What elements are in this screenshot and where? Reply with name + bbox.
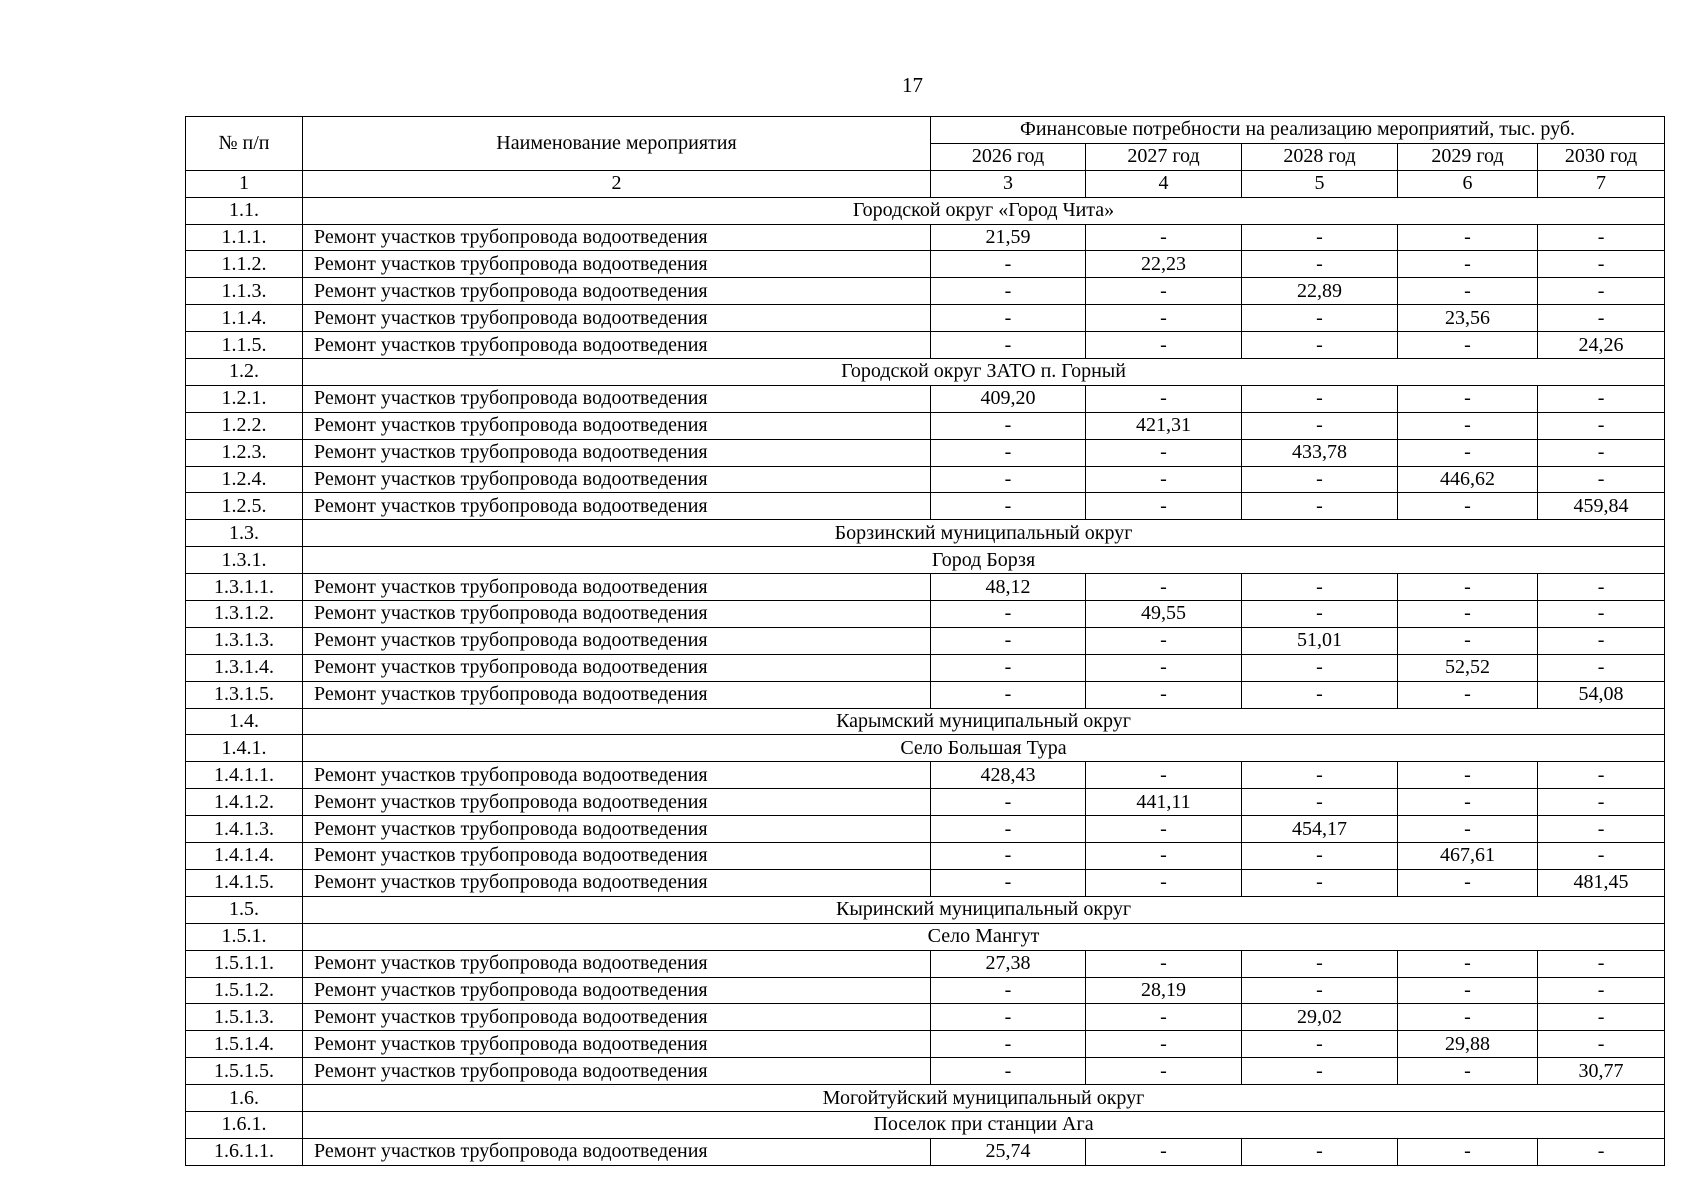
- header-row-top: [186, 117, 1665, 144]
- value-cell: -: [1086, 762, 1242, 789]
- row-number: 1.1.4.: [186, 305, 303, 332]
- measure-name: Ремонт участков трубопровода водоотведения: [303, 843, 931, 870]
- header-finance: Финансовые потребности на реализацию мероприятий, тыс. руб.: [931, 117, 1665, 144]
- section-row: [186, 547, 1665, 574]
- finance-table: [185, 116, 1665, 1166]
- value-cell: -: [931, 789, 1086, 816]
- value-cell: -: [1242, 385, 1398, 412]
- section-title: Поселок при станции Ага: [303, 1111, 1665, 1138]
- section-row: [186, 520, 1665, 547]
- value-cell: -: [1398, 977, 1538, 1004]
- value-cell: -: [1086, 439, 1242, 466]
- value-cell: -: [1242, 681, 1398, 708]
- table-row: [186, 466, 1665, 493]
- value-cell: -: [931, 251, 1086, 278]
- row-number: 1.4.1.5.: [186, 869, 303, 896]
- value-cell: -: [1398, 385, 1538, 412]
- table-row: [186, 816, 1665, 843]
- value-cell: -: [1538, 385, 1665, 412]
- value-cell: -: [1538, 224, 1665, 251]
- table-row: [186, 654, 1665, 681]
- page-number: 17: [902, 73, 923, 97]
- header-index-row: [186, 170, 1665, 197]
- value-cell: 446,62: [1398, 466, 1538, 493]
- header-year-2028: 2028 год: [1242, 143, 1398, 170]
- value-cell: -: [1242, 224, 1398, 251]
- table-row: [186, 681, 1665, 708]
- measure-name: Ремонт участков трубопровода водоотведения: [303, 977, 931, 1004]
- value-cell: 21,59: [931, 224, 1086, 251]
- value-cell: -: [1242, 601, 1398, 628]
- section-title: Село Большая Тура: [303, 735, 1665, 762]
- row-number: 1.4.1.3.: [186, 816, 303, 843]
- value-cell: -: [1086, 278, 1242, 305]
- value-cell: -: [1086, 466, 1242, 493]
- value-cell: -: [1398, 224, 1538, 251]
- value-cell: -: [1398, 950, 1538, 977]
- measure-name: Ремонт участков трубопровода водоотведения: [303, 332, 931, 359]
- section-row: [186, 1111, 1665, 1138]
- value-cell: 467,61: [1398, 843, 1538, 870]
- measure-name: Ремонт участков трубопровода водоотведения: [303, 493, 931, 520]
- table-row: [186, 1004, 1665, 1031]
- value-cell: -: [931, 412, 1086, 439]
- value-cell: 54,08: [1538, 681, 1665, 708]
- value-cell: -: [1242, 574, 1398, 601]
- value-cell: -: [1242, 654, 1398, 681]
- row-number: 1.5.1.1.: [186, 950, 303, 977]
- value-cell: -: [1086, 681, 1242, 708]
- measure-name: Ремонт участков трубопровода водоотведения: [303, 224, 931, 251]
- value-cell: -: [931, 843, 1086, 870]
- value-cell: 23,56: [1398, 305, 1538, 332]
- measure-name: Ремонт участков трубопровода водоотведения: [303, 1138, 931, 1165]
- value-cell: 441,11: [1086, 789, 1242, 816]
- value-cell: -: [1242, 412, 1398, 439]
- table-row: [186, 385, 1665, 412]
- row-number: 1.3.1.4.: [186, 654, 303, 681]
- value-cell: -: [1398, 278, 1538, 305]
- value-cell: -: [1538, 1031, 1665, 1058]
- section-title: Кыринский муниципальный округ: [303, 896, 1665, 923]
- row-number: 1.6.1.: [186, 1111, 303, 1138]
- value-cell: 28,19: [1086, 977, 1242, 1004]
- section-title: Городской округ «Город Чита»: [303, 197, 1665, 224]
- value-cell: -: [1398, 601, 1538, 628]
- row-number: 1.2.1.: [186, 385, 303, 412]
- value-cell: -: [1538, 950, 1665, 977]
- section-row: [186, 896, 1665, 923]
- row-number: 1.2.2.: [186, 412, 303, 439]
- row-number: 1.6.: [186, 1085, 303, 1112]
- row-number: 1.5.1.5.: [186, 1058, 303, 1085]
- value-cell: 29,88: [1398, 1031, 1538, 1058]
- value-cell: 433,78: [1242, 439, 1398, 466]
- value-cell: -: [1538, 627, 1665, 654]
- table-row: [186, 224, 1665, 251]
- row-number: 1.2.5.: [186, 493, 303, 520]
- header-year-2030: 2030 год: [1538, 143, 1665, 170]
- value-cell: -: [1398, 332, 1538, 359]
- measure-name: Ремонт участков трубопровода водоотведения: [303, 466, 931, 493]
- section-title: Село Мангут: [303, 923, 1665, 950]
- value-cell: -: [1086, 1138, 1242, 1165]
- measure-name: Ремонт участков трубопровода водоотведения: [303, 251, 931, 278]
- value-cell: -: [1398, 412, 1538, 439]
- value-cell: -: [931, 627, 1086, 654]
- row-number: 1.1.5.: [186, 332, 303, 359]
- measure-name: Ремонт участков трубопровода водоотведения: [303, 627, 931, 654]
- measure-name: Ремонт участков трубопровода водоотведения: [303, 950, 931, 977]
- value-cell: 481,45: [1538, 869, 1665, 896]
- value-cell: -: [1242, 493, 1398, 520]
- row-number: 1.5.: [186, 896, 303, 923]
- measure-name: Ремонт участков трубопровода водоотведения: [303, 869, 931, 896]
- section-title: Город Борзя: [303, 547, 1665, 574]
- header-index-cell: 5: [1242, 170, 1398, 197]
- table-row: [186, 843, 1665, 870]
- section-title: Городской округ ЗАТО п. Горный: [303, 359, 1665, 386]
- value-cell: -: [1538, 843, 1665, 870]
- value-cell: -: [1086, 1004, 1242, 1031]
- table-row: [186, 305, 1665, 332]
- table-row: [186, 1031, 1665, 1058]
- table-row: [186, 412, 1665, 439]
- table-row: [186, 762, 1665, 789]
- value-cell: -: [1086, 816, 1242, 843]
- row-number: 1.5.1.4.: [186, 1031, 303, 1058]
- value-cell: -: [1086, 950, 1242, 977]
- table-header: [186, 117, 1665, 198]
- value-cell: -: [1538, 762, 1665, 789]
- value-cell: -: [1242, 869, 1398, 896]
- value-cell: 29,02: [1242, 1004, 1398, 1031]
- section-row: [186, 359, 1665, 386]
- row-number: 1.5.1.2.: [186, 977, 303, 1004]
- table-row: [186, 278, 1665, 305]
- row-number: 1.3.1.: [186, 547, 303, 574]
- measure-name: Ремонт участков трубопровода водоотведения: [303, 816, 931, 843]
- value-cell: -: [1086, 654, 1242, 681]
- row-number: 1.4.1.1.: [186, 762, 303, 789]
- row-number: 1.6.1.1.: [186, 1138, 303, 1165]
- value-cell: -: [1086, 493, 1242, 520]
- value-cell: -: [1538, 439, 1665, 466]
- section-title: Карымский муниципальный округ: [303, 708, 1665, 735]
- value-cell: 48,12: [931, 574, 1086, 601]
- value-cell: -: [1398, 627, 1538, 654]
- measure-name: Ремонт участков трубопровода водоотведения: [303, 439, 931, 466]
- table-row: [186, 977, 1665, 1004]
- value-cell: -: [1398, 869, 1538, 896]
- value-cell: -: [1538, 977, 1665, 1004]
- value-cell: -: [931, 869, 1086, 896]
- value-cell: -: [1242, 1138, 1398, 1165]
- header-index-cell: 6: [1398, 170, 1538, 197]
- value-cell: 22,89: [1242, 278, 1398, 305]
- row-number: 1.2.3.: [186, 439, 303, 466]
- value-cell: -: [1242, 332, 1398, 359]
- row-number: 1.3.1.2.: [186, 601, 303, 628]
- value-cell: 24,26: [1538, 332, 1665, 359]
- row-number: 1.4.: [186, 708, 303, 735]
- value-cell: -: [1398, 1004, 1538, 1031]
- section-title: Борзинский муниципальный округ: [303, 520, 1665, 547]
- value-cell: -: [1398, 1058, 1538, 1085]
- value-cell: 428,43: [931, 762, 1086, 789]
- value-cell: -: [1242, 466, 1398, 493]
- section-row: [186, 923, 1665, 950]
- value-cell: -: [1242, 977, 1398, 1004]
- value-cell: -: [1086, 869, 1242, 896]
- row-number: 1.1.3.: [186, 278, 303, 305]
- value-cell: -: [931, 816, 1086, 843]
- value-cell: -: [1538, 412, 1665, 439]
- table-row: [186, 627, 1665, 654]
- header-year-2027: 2027 год: [1086, 143, 1242, 170]
- value-cell: -: [1242, 1058, 1398, 1085]
- value-cell: -: [1398, 681, 1538, 708]
- measure-name: Ремонт участков трубопровода водоотведения: [303, 601, 931, 628]
- row-number: 1.1.2.: [186, 251, 303, 278]
- value-cell: -: [931, 1004, 1086, 1031]
- measure-name: Ремонт участков трубопровода водоотведения: [303, 789, 931, 816]
- value-cell: -: [1538, 816, 1665, 843]
- value-cell: -: [1538, 601, 1665, 628]
- measure-name: Ремонт участков трубопровода водоотведения: [303, 305, 931, 332]
- measure-name: Ремонт участков трубопровода водоотведения: [303, 1004, 931, 1031]
- table-row: [186, 251, 1665, 278]
- value-cell: -: [931, 681, 1086, 708]
- measure-name: Ремонт участков трубопровода водоотведения: [303, 574, 931, 601]
- measure-name: Ремонт участков трубопровода водоотведения: [303, 1031, 931, 1058]
- table-row: [186, 332, 1665, 359]
- value-cell: 49,55: [1086, 601, 1242, 628]
- value-cell: -: [1398, 816, 1538, 843]
- value-cell: -: [931, 1058, 1086, 1085]
- value-cell: -: [931, 332, 1086, 359]
- value-cell: -: [1538, 789, 1665, 816]
- measure-name: Ремонт участков трубопровода водоотведения: [303, 385, 931, 412]
- row-number: 1.1.: [186, 197, 303, 224]
- value-cell: -: [1242, 762, 1398, 789]
- header-index-cell: 4: [1086, 170, 1242, 197]
- value-cell: -: [931, 601, 1086, 628]
- value-cell: -: [1538, 1138, 1665, 1165]
- value-cell: -: [1538, 574, 1665, 601]
- table-row: [186, 789, 1665, 816]
- row-number: 1.3.1.1.: [186, 574, 303, 601]
- value-cell: 421,31: [1086, 412, 1242, 439]
- value-cell: 409,20: [931, 385, 1086, 412]
- value-cell: -: [1538, 466, 1665, 493]
- value-cell: -: [931, 278, 1086, 305]
- row-number: 1.4.1.4.: [186, 843, 303, 870]
- value-cell: -: [1242, 1031, 1398, 1058]
- value-cell: -: [1538, 305, 1665, 332]
- header-year-2029: 2029 год: [1398, 143, 1538, 170]
- row-number: 1.5.1.: [186, 923, 303, 950]
- value-cell: -: [1086, 574, 1242, 601]
- value-cell: -: [1242, 843, 1398, 870]
- row-number: 1.2.: [186, 359, 303, 386]
- value-cell: 30,77: [1538, 1058, 1665, 1085]
- value-cell: -: [1086, 332, 1242, 359]
- value-cell: -: [1242, 251, 1398, 278]
- row-number: 1.5.1.3.: [186, 1004, 303, 1031]
- value-cell: -: [1398, 251, 1538, 278]
- measure-name: Ремонт участков трубопровода водоотведения: [303, 412, 931, 439]
- measure-name: Ремонт участков трубопровода водоотведения: [303, 278, 931, 305]
- value-cell: -: [1086, 627, 1242, 654]
- value-cell: -: [931, 466, 1086, 493]
- value-cell: 25,74: [931, 1138, 1086, 1165]
- section-row: [186, 708, 1665, 735]
- value-cell: 454,17: [1242, 816, 1398, 843]
- header-index-cell: 2: [303, 170, 931, 197]
- section-title: Могойтуйский муниципальный округ: [303, 1085, 1665, 1112]
- value-cell: -: [1086, 843, 1242, 870]
- row-number: 1.2.4.: [186, 466, 303, 493]
- header-num: № п/п: [186, 117, 303, 171]
- table-row: [186, 1138, 1665, 1165]
- value-cell: -: [931, 1031, 1086, 1058]
- table-row: [186, 1058, 1665, 1085]
- value-cell: -: [1538, 278, 1665, 305]
- value-cell: -: [1398, 574, 1538, 601]
- section-row: [186, 1085, 1665, 1112]
- value-cell: 27,38: [931, 950, 1086, 977]
- value-cell: 22,23: [1086, 251, 1242, 278]
- table-row: [186, 869, 1665, 896]
- measure-name: Ремонт участков трубопровода водоотведения: [303, 762, 931, 789]
- table-row: [186, 601, 1665, 628]
- value-cell: -: [1086, 385, 1242, 412]
- section-row: [186, 197, 1665, 224]
- value-cell: -: [1398, 789, 1538, 816]
- measure-name: Ремонт участков трубопровода водоотведения: [303, 654, 931, 681]
- header-index-cell: 1: [186, 170, 303, 197]
- value-cell: -: [1398, 439, 1538, 466]
- value-cell: -: [1086, 1031, 1242, 1058]
- row-number: 1.3.: [186, 520, 303, 547]
- table-row: [186, 950, 1665, 977]
- value-cell: -: [1538, 251, 1665, 278]
- header-year-2026: 2026 год: [931, 143, 1086, 170]
- header-index-cell: 7: [1538, 170, 1665, 197]
- measure-name: Ремонт участков трубопровода водоотведения: [303, 1058, 931, 1085]
- value-cell: -: [1242, 789, 1398, 816]
- value-cell: 51,01: [1242, 627, 1398, 654]
- value-cell: -: [1086, 1058, 1242, 1085]
- row-number: 1.1.1.: [186, 224, 303, 251]
- value-cell: -: [931, 493, 1086, 520]
- value-cell: -: [1398, 762, 1538, 789]
- value-cell: -: [931, 305, 1086, 332]
- header-index-cell: 3: [931, 170, 1086, 197]
- value-cell: -: [1398, 1138, 1538, 1165]
- section-row: [186, 735, 1665, 762]
- row-number: 1.3.1.5.: [186, 681, 303, 708]
- table-row: [186, 574, 1665, 601]
- value-cell: -: [931, 439, 1086, 466]
- row-number: 1.4.1.: [186, 735, 303, 762]
- table-body: [186, 197, 1665, 1165]
- table-row: [186, 493, 1665, 520]
- value-cell: -: [931, 654, 1086, 681]
- value-cell: -: [1538, 654, 1665, 681]
- value-cell: 52,52: [1398, 654, 1538, 681]
- table-row: [186, 439, 1665, 466]
- measure-name: Ремонт участков трубопровода водоотведения: [303, 681, 931, 708]
- value-cell: 459,84: [1538, 493, 1665, 520]
- value-cell: -: [931, 977, 1086, 1004]
- value-cell: -: [1086, 224, 1242, 251]
- row-number: 1.4.1.2.: [186, 789, 303, 816]
- value-cell: -: [1242, 950, 1398, 977]
- value-cell: -: [1242, 305, 1398, 332]
- row-number: 1.3.1.3.: [186, 627, 303, 654]
- header-name: Наименование мероприятия: [303, 117, 931, 171]
- value-cell: -: [1086, 305, 1242, 332]
- value-cell: -: [1398, 493, 1538, 520]
- value-cell: -: [1538, 1004, 1665, 1031]
